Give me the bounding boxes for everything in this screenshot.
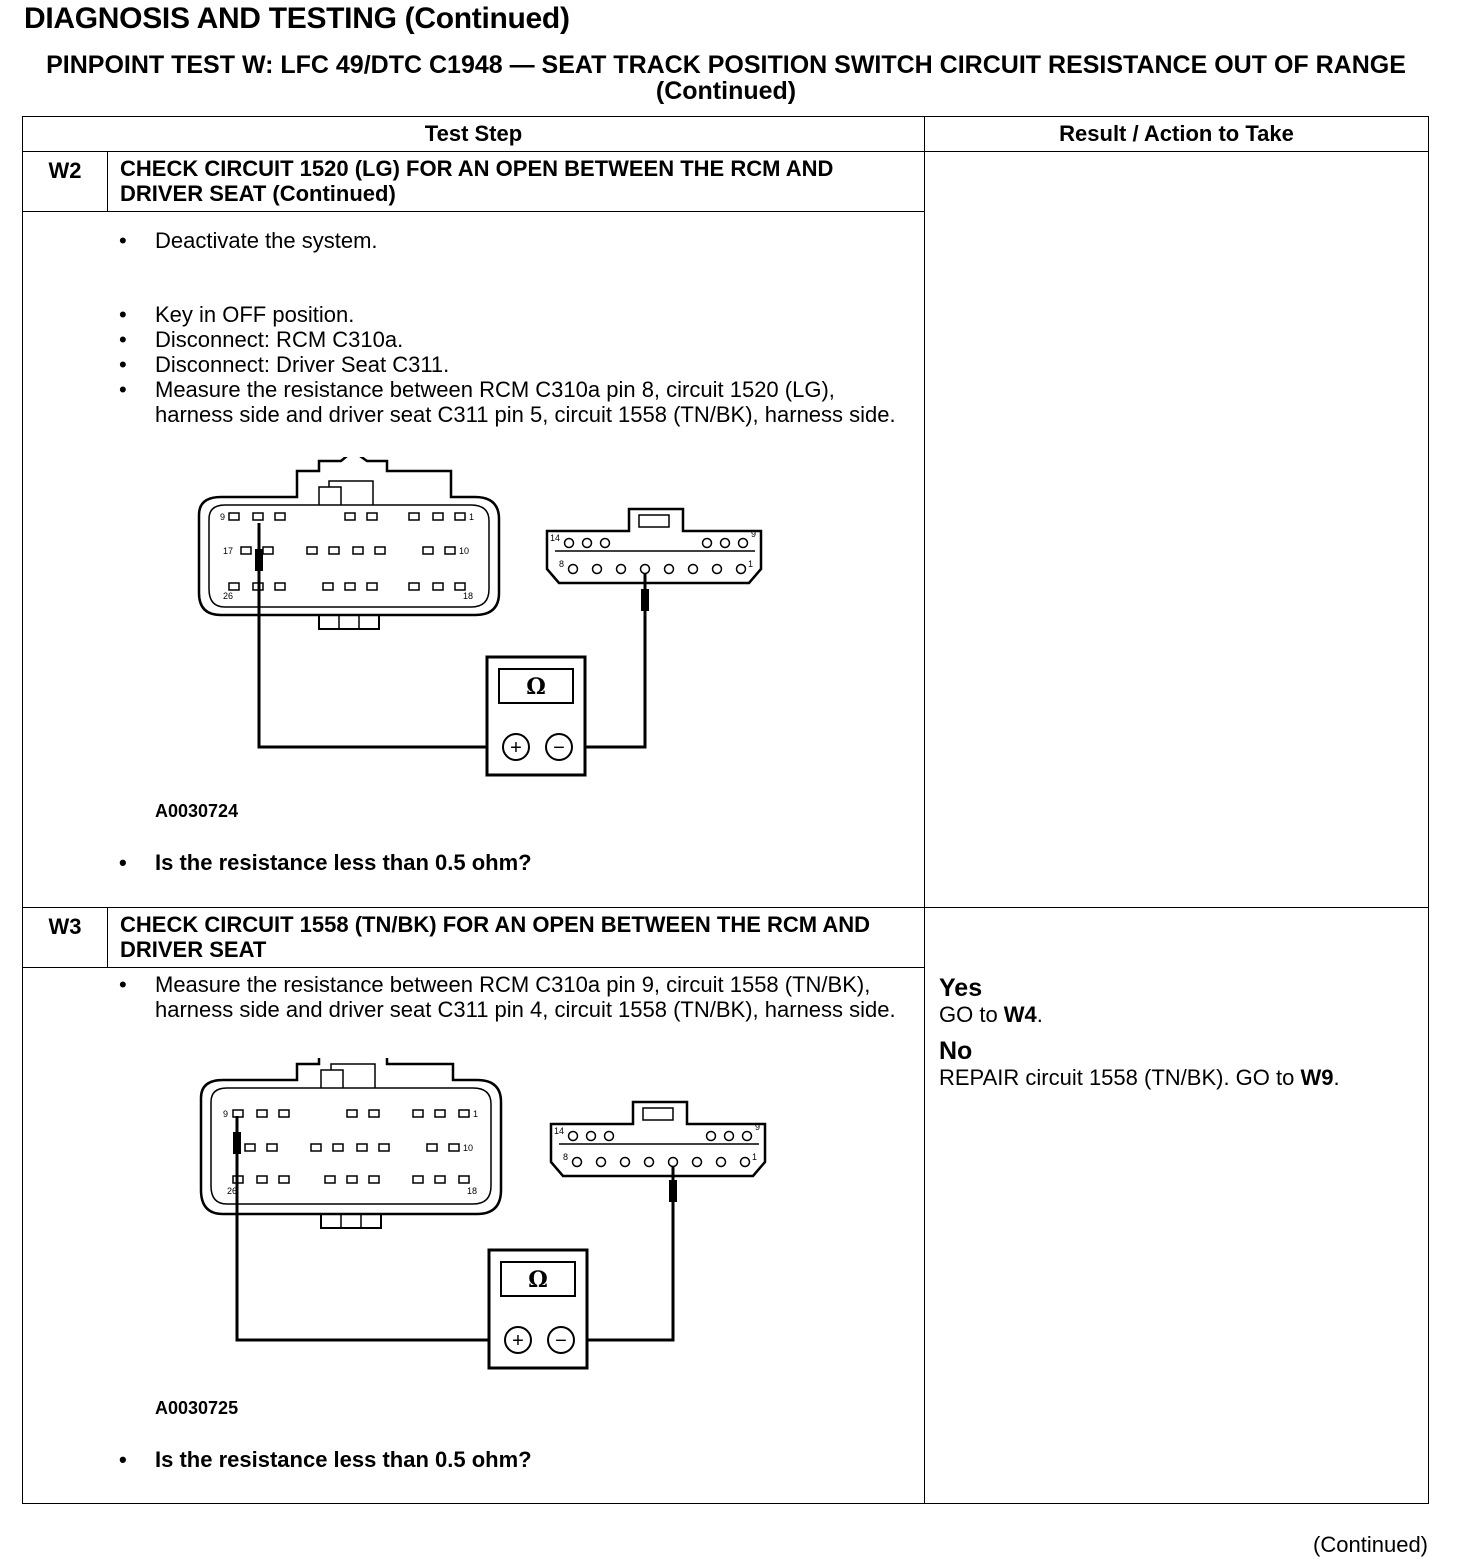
figure-id: A0030724 [155,801,239,821]
seat-pin-label: 9 [751,529,757,539]
seat-pin-label: 14 [550,533,561,543]
minus-terminal: − [553,737,565,759]
step-row-w2 [23,152,1429,908]
rcm-pin-label: 10 [463,1143,474,1153]
plus-terminal: + [512,1330,524,1352]
step-header [23,152,924,212]
goto-step-link[interactable]: W4 [1003,1002,1037,1027]
rcm-pin-label: 1 [473,1109,479,1119]
meter-connection-diagram [23,457,923,797]
seat-pin-label: 1 [752,1152,758,1162]
col-header-test-step: Test Step [23,117,925,152]
result-no-action: REPAIR circuit 1558 (TN/BK). GO to W9. [939,1065,1340,1090]
step-question [23,850,924,875]
step-header [23,908,924,968]
ohm-symbol: Ω [526,674,546,700]
page-title: DIAGNOSIS AND TESTING (Continued) [24,2,570,35]
rcm-pin-label: 18 [463,591,474,601]
seat-pins [565,539,748,574]
probe-tip-positive [233,1132,241,1154]
result-yes-action: GO to W4. [939,1002,1043,1027]
rcm-pin-label: 10 [459,546,470,556]
rcm-pin-label: 1 [469,512,475,522]
rcm-pin-grid [229,513,465,590]
test-leads [259,523,645,747]
rcm-pin-label: 18 [467,1186,478,1196]
result-yes-label: Yes [939,974,983,1002]
seat-pin-label: 9 [755,1122,761,1132]
seat-pins [569,1132,752,1167]
rcm-pin-grid [233,1110,469,1183]
col-header-result: Result / Action to Take [925,117,1429,152]
goto-step-link[interactable]: W9 [1300,1065,1334,1090]
list-item: • Measure the resistance between RCM C310a pin 9, circuit 1558 (TN/BK), harness side and driver seat C311 pin 4, circuit 1558 (TN/BK), harness side. [119,972,896,1022]
list-item: • Key in OFF position. [119,302,896,327]
step-cell-w3 [23,908,925,1504]
list-item: • Is the resistance less than 0.5 ohm? [119,850,896,875]
list-item: • Measure the resistance between RCM C310a pin 8, circuit 1520 (LG), harness side and driver seat C311 pin 5, circuit 1558 (TN/BK), harness side. [119,377,896,427]
test-table [22,116,1429,1504]
ohm-symbol: Ω [528,1267,548,1293]
step-title: CHECK CIRCUIT 1520 (LG) FOR AN OPEN BETWEEN THE RCM AND DRIVER SEAT (Continued) [120,156,834,206]
step-id: W2 [23,152,108,211]
step-instructions [23,228,924,253]
list-item: • Deactivate the system. [119,228,896,253]
probe-tip-negative [669,1180,677,1202]
list-item: • Disconnect: Driver Seat C311. [119,352,896,377]
continued-note: (Continued) [1313,1532,1428,1557]
list-item: • Is the resistance less than 0.5 ohm? [119,1447,896,1472]
rcm-pin-label: 9 [220,512,226,522]
rcm-pin-label: 17 [223,546,234,556]
step-instructions [23,972,924,1022]
rcm-pin-label: 26 [223,591,234,601]
wiring-diagram [23,457,924,797]
result-cell-w2 [925,152,1429,908]
test-leads [237,1116,673,1340]
step-question [23,1447,924,1472]
rcm-pin-label: 9 [223,1109,229,1119]
step-instructions [23,302,924,427]
step-row-w3 [23,908,1429,1504]
seat-pin-label: 1 [748,559,754,569]
seat-pin-label: 8 [563,1152,569,1162]
plus-terminal: + [510,737,522,759]
seat-pin-label: 14 [554,1126,565,1136]
step-id: W3 [23,908,108,967]
pinpoint-test-title: PINPOINT TEST W: LFC 49/DTC C1948 — SEAT TRACK POSITION SWITCH CIRCUIT RESISTANCE OUT OF RANGE (Continued) [46,51,1406,105]
step-cell-w2 [23,152,925,908]
meter-connection-diagram [23,1058,923,1398]
wiring-diagram [23,1058,924,1398]
seat-pin-label: 8 [559,559,565,569]
figure-id: A0030725 [155,1398,239,1418]
table-header-row [23,117,1429,152]
ohmmeter [487,657,585,775]
list-item: • Disconnect: RCM C310a. [119,327,896,352]
rcm-connector-body [201,1058,501,1214]
result-no-label: No [939,1037,973,1065]
result-actions [925,970,1428,1094]
probe-tip-positive [255,549,263,571]
ohmmeter [489,1250,587,1368]
probe-tip-negative [641,589,649,611]
result-cell-w3 [925,908,1429,1504]
step-title: CHECK CIRCUIT 1558 (TN/BK) FOR AN OPEN BETWEEN THE RCM AND DRIVER SEAT [120,912,871,962]
rcm-pin-label: 26 [227,1186,238,1196]
minus-terminal: − [555,1330,567,1352]
